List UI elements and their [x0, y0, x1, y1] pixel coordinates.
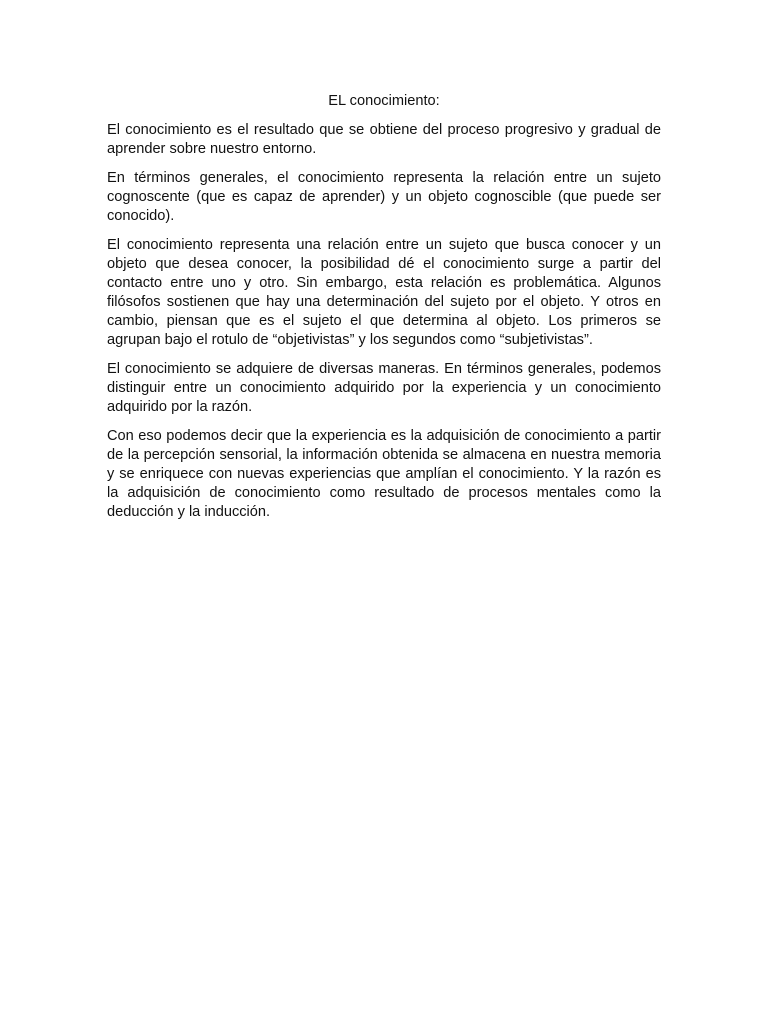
paragraph: En términos generales, el conocimiento representa la relación entre un sujeto cognoscente (que es capaz de aprender) y un objeto cognoscible (que puede ser conocido). — [107, 170, 661, 224]
document-body — [107, 92, 661, 532]
paragraph: El conocimiento representa una relación entre un sujeto que busca conocer y un objeto que desea conocer, la posibilidad dé el conocimiento surge a partir del contacto entre uno y otro. Sin embargo, esta relación es problemática. Algunos filósofos sostienen que hay una determinación del sujeto por el objeto. Y otros en cambio, piensan que es el sujeto el que determina al objeto. Los primeros se agrupan bajo el rotulo de “objetivistas” y los segundos como “subjetivistas”. — [107, 237, 661, 348]
paragraph: El conocimiento se adquiere de diversas maneras. En términos generales, podemos distinguir entre un conocimiento adquirido por la experiencia y un conocimiento adquirido por la razón. — [107, 361, 661, 415]
paragraph: El conocimiento es el resultado que se obtiene del proceso progresivo y gradual de aprender sobre nuestro entorno. — [107, 122, 661, 157]
document-title: EL conocimiento: — [328, 93, 440, 109]
paragraph: Con eso podemos decir que la experiencia es la adquisición de conocimiento a partir de la percepción sensorial, la información obtenida se almacena en nuestra memoria y se enriquece con nuevas experiencias que amplían el conocimiento. Y la razón es la adquisición de conocimiento como resultado de procesos mentales como la deducción y la inducción. — [107, 428, 661, 520]
